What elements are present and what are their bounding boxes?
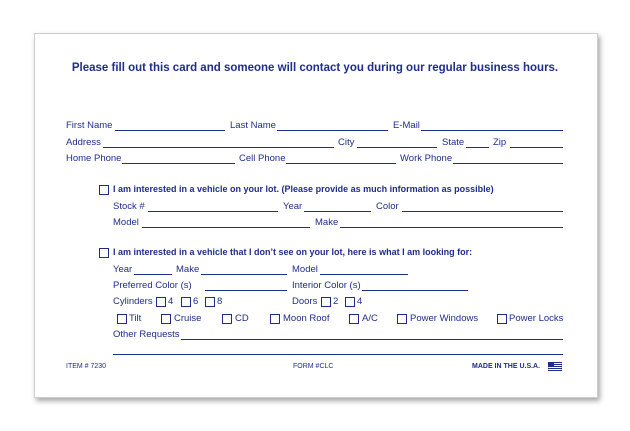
home-phone-field[interactable] [122, 163, 235, 164]
s1-color-field[interactable] [402, 211, 563, 212]
state-label: State [442, 137, 465, 148]
home-phone-label: Home Phone [66, 153, 122, 164]
doors-2-label: 2 [333, 296, 339, 307]
option-cd-label: CD [235, 313, 249, 324]
zip-field[interactable] [510, 147, 563, 148]
option-power-locks-checkbox[interactable] [497, 314, 507, 324]
cylinders-4-label: 4 [168, 296, 174, 307]
s1-make-field[interactable] [340, 227, 563, 228]
interior-color-label: Interior Color (s) [292, 280, 361, 291]
doors-label: Doors [292, 296, 318, 307]
stock-field[interactable] [148, 211, 278, 212]
other-requests-label: Other Requests [113, 329, 180, 340]
city-label: City [338, 137, 355, 148]
s2-make-label: Make [176, 264, 200, 275]
form-number: FORM #CLC [293, 363, 334, 370]
first-name-field[interactable] [115, 130, 225, 131]
s2-year-field[interactable] [134, 274, 172, 275]
first-name-label: First Name [66, 120, 113, 131]
s2-model-label: Model [292, 264, 318, 275]
zip-label: Zip [493, 137, 507, 148]
s1-color-label: Color [376, 201, 399, 212]
option-tilt-label: Tilt [129, 313, 142, 324]
work-phone-field[interactable] [453, 163, 563, 164]
option-power-windows-checkbox[interactable] [397, 314, 407, 324]
card-title: Please fill out this card and someone will contact you during our regular business hours. [71, 62, 559, 74]
option-cruise-checkbox[interactable] [161, 314, 171, 324]
on-lot-checkbox[interactable] [99, 185, 109, 195]
address-field[interactable] [103, 147, 334, 148]
other-requests-field[interactable] [181, 339, 563, 340]
s2-model-field[interactable] [320, 274, 408, 275]
option-cd-checkbox[interactable] [222, 314, 232, 324]
s2-year-label: Year [113, 264, 133, 275]
s1-model-label: Model [113, 217, 139, 228]
option-moon-roof-checkbox[interactable] [270, 314, 280, 324]
city-field[interactable] [357, 147, 437, 148]
not-on-lot-heading: I am interested in a vehicle that I don’t see on your lot, here is what I am looking for: [113, 247, 473, 257]
contact-card [34, 33, 598, 398]
cylinders-4-checkbox[interactable] [156, 297, 166, 307]
doors-4-label: 4 [357, 296, 363, 307]
cylinders-8-checkbox[interactable] [205, 297, 215, 307]
us-flag-icon [548, 362, 562, 371]
s1-make-label: Make [315, 217, 339, 228]
option-ac-label: A/C [362, 313, 378, 324]
last-name-field[interactable] [277, 130, 388, 131]
on-lot-heading: I am interested in a vehicle on your lot. (Please provide as much information as possible) [113, 184, 494, 194]
cell-phone-field[interactable] [286, 163, 396, 164]
email-field[interactable] [421, 130, 563, 131]
last-name-label: Last Name [230, 120, 276, 131]
preferred-color-label: Preferred Color (s) [113, 280, 192, 291]
item-number: ITEM # 7230 [66, 363, 107, 370]
option-tilt-checkbox[interactable] [117, 314, 127, 324]
email-label: E-Mail [393, 120, 420, 131]
s1-model-field[interactable] [142, 227, 310, 228]
stock-label: Stock # [113, 201, 145, 212]
cylinders-8-label: 8 [217, 296, 223, 307]
option-cruise-label: Cruise [174, 313, 202, 324]
work-phone-label: Work Phone [400, 153, 453, 164]
option-power-locks-label: Power Locks [509, 313, 564, 324]
made-in-usa: MADE IN THE U.S.A. [472, 363, 541, 370]
cylinders-6-checkbox[interactable] [181, 297, 191, 307]
address-label: Address [66, 137, 101, 148]
cell-phone-label: Cell Phone [239, 153, 286, 164]
preferred-color-field[interactable] [205, 290, 287, 291]
option-moon-roof-label: Moon Roof [283, 313, 330, 324]
option-power-windows-label: Power Windows [410, 313, 479, 324]
not-on-lot-checkbox[interactable] [99, 248, 109, 258]
s1-year-label: Year [283, 201, 303, 212]
interior-color-field[interactable] [362, 290, 468, 291]
other-requests-field-line2[interactable] [113, 354, 563, 355]
option-ac-checkbox[interactable] [349, 314, 359, 324]
s2-make-field[interactable] [201, 274, 287, 275]
doors-2-checkbox[interactable] [321, 297, 331, 307]
cylinders-6-label: 6 [193, 296, 199, 307]
state-field[interactable] [466, 147, 489, 148]
cylinders-label: Cylinders [113, 296, 153, 307]
s1-year-field[interactable] [304, 211, 371, 212]
doors-4-checkbox[interactable] [345, 297, 355, 307]
